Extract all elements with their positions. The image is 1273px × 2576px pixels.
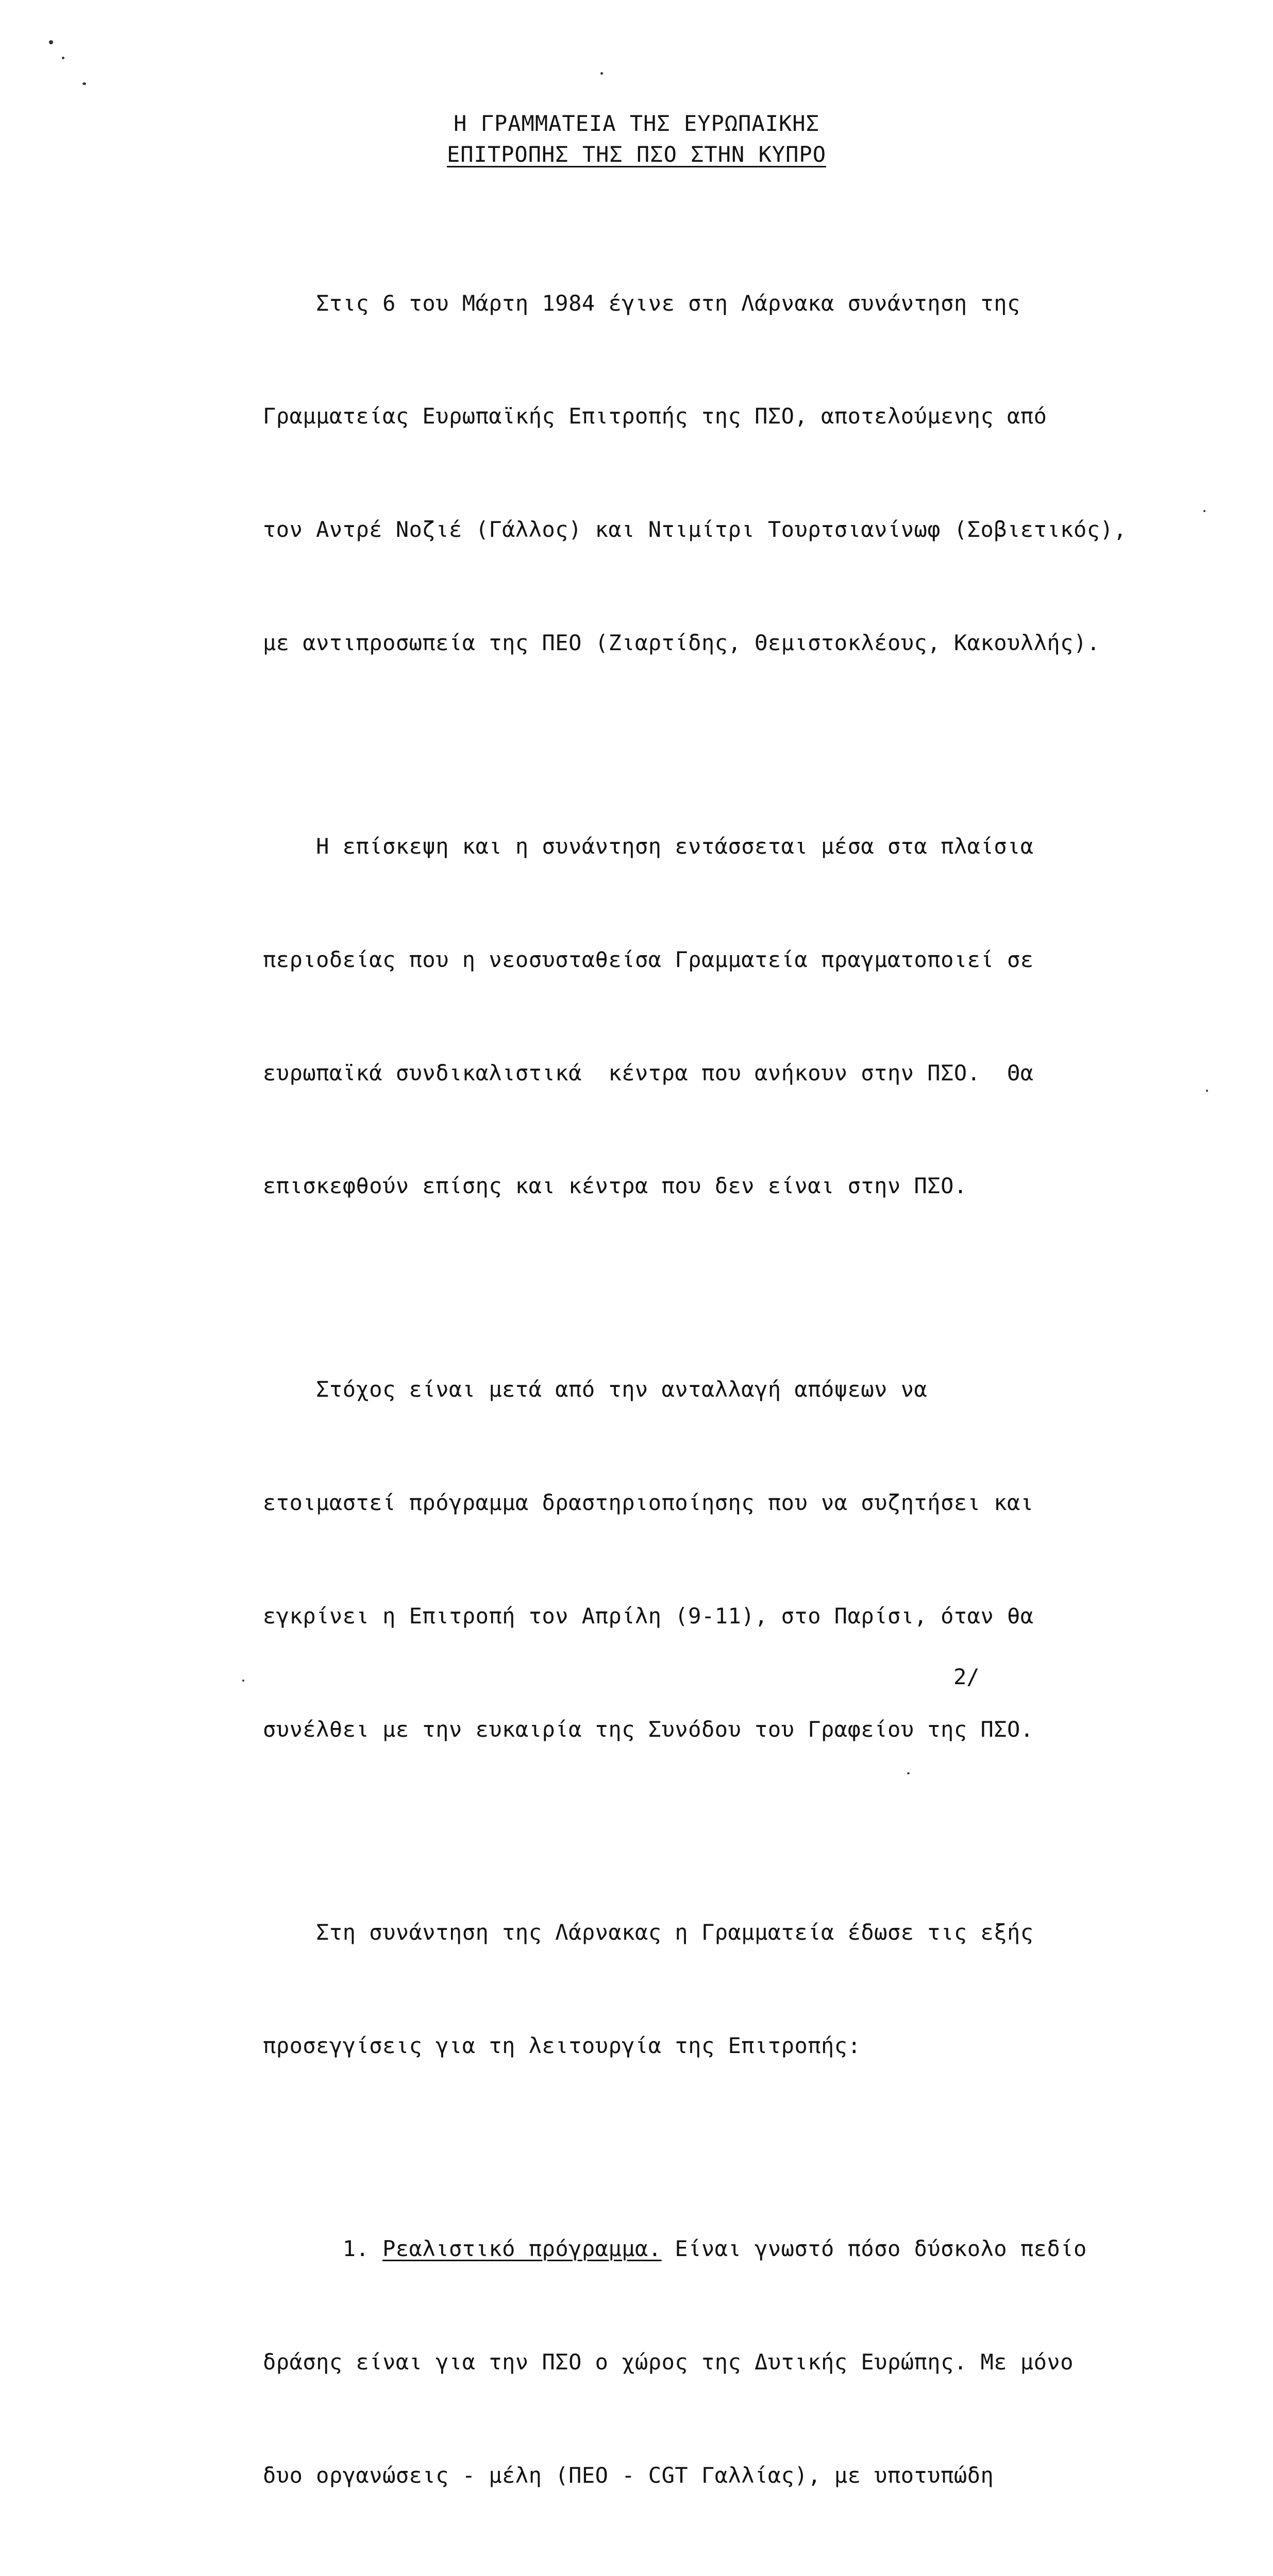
item-number: 1. <box>342 2236 370 2262</box>
text-line: ευρωπαϊκά συνδικαλιστικά κέντρα που ανήκουν στην ΠΣΟ. Θα <box>263 1060 1034 1086</box>
scan-speck <box>242 1680 244 1682</box>
scan-speck <box>600 72 603 75</box>
paragraph-1 <box>263 209 1162 737</box>
document-body <box>263 209 1162 2576</box>
item-text: Είναι γνωστό πόσο δύσκολο πεδίο <box>661 2236 1087 2262</box>
text-line: δράσης είναι για την ΠΣΟ ο χώρος της Δυτικής Ευρώπης. Με μόνο <box>263 2349 1074 2375</box>
text-line: εγκρίνει η Επιτροπή τον Απρίλη (9-11), στο Παρίσι, όταν θα <box>263 1603 1034 1629</box>
text-line: Στη συνάντηση της Λάρνακας η Γραμματεία έδωσε τις εξής <box>263 1920 1034 1945</box>
scan-speck <box>49 40 53 44</box>
item-title: Ρεαλιστικό πρόγραμμα. <box>382 2236 662 2262</box>
page-number: 2/ <box>953 1664 980 1689</box>
text-line: δυο οργανώσεις - μέλη (ΠΕΟ - CGT Γαλλίας), με υποτυπώδη <box>263 2463 994 2488</box>
text-line <box>263 2570 1162 2576</box>
text-line: τον Αντρέ Νοζιέ (Γάλλος) και Ντιμίτρι Τουρτσιανίνωφ (Σοβιετικός), <box>263 517 1127 543</box>
paragraph-3 <box>263 1295 1162 1823</box>
text-line: Η επίσκεψη και η συνάντηση εντάσσεται μέσα στα πλαίσια <box>263 833 1034 859</box>
text-line: ετοιμαστεί πρόγραμμα δραστηριοποίησης που να συζητήσει και <box>263 1489 1034 1515</box>
scan-speck <box>82 82 86 85</box>
scan-speck <box>1206 1090 1208 1092</box>
heading-line-1: Η ΓΡΑΜΜΑΤΕΙΑ ΤΗΣ ΕΥΡΩΠΑΙΚΗΣ <box>454 111 819 136</box>
list-item-1 <box>263 2155 1162 2576</box>
text-line: επισκεφθούν επίσης και κέντρα που δεν είναι στην ΠΣΟ. <box>263 1173 967 1199</box>
text-line: συνέλθει με την ευκαιρία της Συνόδου του Γραφείου της ΠΣΟ. <box>263 1716 1034 1742</box>
text-line: περιοδείας που η νεοσυσταθείσα Γραμματεία πραγματοποιεί σε <box>263 946 1034 972</box>
paragraph-2 <box>263 752 1162 1280</box>
text-line: με αντιπροσωπεία της ΠΕΟ (Ζιαρτίδης, Θεμιστοκλέους, Κακουλλής). <box>263 630 1100 656</box>
scan-speck <box>1203 510 1205 512</box>
document-heading <box>0 108 1273 170</box>
text-line: Γραμματείας Ευρωπαϊκής Επιτροπής της ΠΣΟ, αποτελούμενης από <box>263 403 1047 429</box>
scan-speck <box>907 1772 910 1774</box>
text-line: Στόχος είναι μετά από την ανταλλαγή απόψεων να <box>263 1376 928 1402</box>
heading-line-2: ΕΠΙΤΡΟΠΗΣ ΤΗΣ ΠΣΟ ΣΤΗΝ ΚΥΠΡΟ <box>446 142 826 167</box>
paragraph-4 <box>263 1838 1162 2140</box>
text-line: Στις 6 του Μάρτη 1984 έγινε στη Λάρνακα συνάντηση της <box>263 290 1020 316</box>
text-line: προσεγγίσεις για τη λειτουργία της Επιτροπής: <box>263 2032 861 2058</box>
scan-speck <box>62 57 64 59</box>
